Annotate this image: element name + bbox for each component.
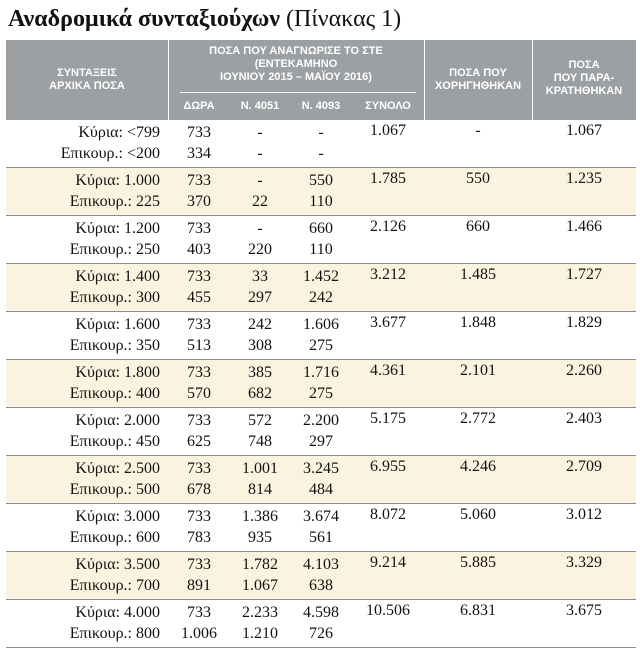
- n4051-cell: 1.001 814: [242, 460, 278, 498]
- dora-cell: 733 625: [187, 412, 211, 450]
- paid-cell: 6.831: [460, 602, 496, 619]
- header-court-group: ΠΟΣΑ ΠΟΥ ΑΝΑΓΝΩΡΙΣΕ ΤΟ ΣΤΕ (ΕΝΤΕΚΑΜΗΝΟ ΙΟΥΝΙΟΥ 2015 – ΜΑΪΟΥ 2016): [209, 45, 383, 83]
- withheld-cell: 1.727: [566, 266, 602, 283]
- pension-label-cell: Κύρια: 3.000 Επικουρ.: 600: [69, 508, 160, 546]
- pension-label-cell: Κύρια: <799 Επικουρ.: <200: [60, 124, 160, 162]
- table-row: [6, 264, 636, 312]
- subheader-n4093: Ν. 4093: [301, 100, 341, 112]
- paid-cell: 2.101: [460, 362, 496, 379]
- paid-cell: 550: [466, 170, 490, 187]
- n4051-cell: 33 297: [248, 268, 272, 306]
- table-row: [6, 456, 636, 504]
- n4051-cell: 1.386 935: [242, 508, 278, 546]
- dora-cell: 733 513: [187, 316, 211, 354]
- dora-cell: 733 891: [187, 556, 211, 594]
- withheld-cell: 1.829: [566, 314, 602, 331]
- withheld-cell: 1.067: [566, 122, 602, 139]
- withheld-cell: 3.329: [566, 554, 602, 571]
- n4093-cell: 1.452 242: [303, 268, 339, 306]
- pension-label-cell: Κύρια: 1.800 Επικουρ.: 400: [69, 364, 160, 402]
- subheader-dora: ΔΩΡΑ: [183, 100, 215, 112]
- n4093-cell: - -: [318, 124, 324, 162]
- synolo-cell: 10.506: [366, 602, 410, 619]
- withheld-cell: 3.675: [566, 602, 602, 619]
- title-main: Αναδρομικά συνταξιούχων: [8, 6, 280, 32]
- paid-cell: 660: [466, 218, 490, 235]
- pension-label-cell: Κύρια: 1.200 Επικουρ.: 250: [69, 220, 160, 258]
- n4051-cell: 1.782 1.067: [242, 556, 278, 594]
- pension-label-cell: Κύρια: 3.500 Επικουρ.: 700: [69, 556, 160, 594]
- header-group-underline: [180, 92, 416, 93]
- header-pensions: ΣΥΝΤΑΞΕΙΣ ΑΡΧΙΚΑ ΠΟΣΑ: [49, 67, 125, 92]
- n4093-cell: 3.245 484: [303, 460, 339, 498]
- subheader-synolo: ΣΥΝΟΛΟ: [365, 100, 411, 112]
- synolo-cell: 1.785: [370, 170, 406, 187]
- n4051-cell: 385 682: [248, 364, 272, 402]
- table-row: [6, 120, 636, 168]
- n4051-cell: 242 308: [248, 316, 272, 354]
- pension-label-cell: Κύρια: 1.000 Επικουρ.: 225: [69, 172, 160, 210]
- subheader-n4051: Ν. 4051: [240, 100, 280, 112]
- table-body: [6, 120, 636, 648]
- synolo-cell: 9.214: [370, 554, 406, 571]
- n4093-cell: 4.103 638: [303, 556, 339, 594]
- n4093-cell: 550 110: [309, 172, 333, 210]
- n4093-cell: 1.606 275: [303, 316, 339, 354]
- table-row: [6, 168, 636, 216]
- header-divider: [532, 40, 533, 120]
- table-row: [6, 504, 636, 552]
- dora-cell: 733 570: [187, 364, 211, 402]
- withheld-cell: 2.709: [566, 458, 602, 475]
- synolo-cell: 2.126: [370, 218, 406, 235]
- dora-cell: 733 455: [187, 268, 211, 306]
- synolo-cell: 3.677: [370, 314, 406, 331]
- synolo-cell: 6.955: [370, 458, 406, 475]
- n4093-cell: 660 110: [309, 220, 333, 258]
- dora-cell: 733 370: [187, 172, 211, 210]
- header-divider: [424, 40, 425, 120]
- withheld-cell: 1.235: [566, 170, 602, 187]
- withheld-cell: 1.466: [566, 218, 602, 235]
- withheld-cell: 2.260: [566, 362, 602, 379]
- paid-cell: -: [475, 122, 481, 139]
- dora-cell: 733 334: [187, 124, 211, 162]
- table-row: [6, 312, 636, 360]
- withheld-cell: 3.012: [566, 506, 602, 523]
- header-paid: ΠΟΣΑ ΠΟΥ ΧΟΡΗΓΗΘΗΚΑΝ: [434, 67, 522, 92]
- dora-cell: 733 678: [187, 460, 211, 498]
- paid-cell: 5.885: [460, 554, 496, 571]
- paid-cell: 2.772: [460, 410, 496, 427]
- n4051-cell: - -: [257, 124, 263, 162]
- table-row: [6, 408, 636, 456]
- dora-cell: 733 783: [187, 508, 211, 546]
- synolo-cell: 5.175: [370, 410, 406, 427]
- pension-label-cell: Κύρια: 2.000 Επικουρ.: 450: [69, 412, 160, 450]
- n4093-cell: 1.716 275: [303, 364, 339, 402]
- n4051-cell: 2.233 1.210: [242, 604, 278, 642]
- table-header: [6, 40, 636, 120]
- table-row: [6, 216, 636, 264]
- synolo-cell: 4.361: [370, 362, 406, 379]
- header-withheld: ΠΟΣΑ ΠΟΥ ΠΑΡΑ- ΚΡΑΤΗΘΗΚΑΝ: [545, 59, 623, 97]
- table-row: [6, 552, 636, 600]
- synolo-cell: 3.212: [370, 266, 406, 283]
- paid-cell: 4.246: [460, 458, 496, 475]
- withheld-cell: 2.403: [566, 410, 602, 427]
- paid-cell: 1.848: [460, 314, 496, 331]
- n4093-cell: 4.598 726: [303, 604, 339, 642]
- pension-label-cell: Κύρια: 2.500 Επικουρ.: 500: [69, 460, 160, 498]
- pensions-table: [6, 120, 636, 648]
- n4093-cell: 2.200 297: [303, 412, 339, 450]
- page-title: [8, 2, 401, 36]
- n4093-cell: 3.674 561: [303, 508, 339, 546]
- table-row: [6, 600, 636, 648]
- synolo-cell: 1.067: [370, 122, 406, 139]
- dora-cell: 733 403: [187, 220, 211, 258]
- pension-label-cell: Κύρια: 4.000 Επικουρ.: 800: [69, 604, 160, 642]
- n4051-cell: - 22: [252, 172, 268, 210]
- pension-label-cell: Κύρια: 1.600 Επικουρ.: 350: [69, 316, 160, 354]
- table-row: [6, 360, 636, 408]
- dora-cell: 733 1.006: [181, 604, 217, 642]
- n4051-cell: - 220: [248, 220, 272, 258]
- title-sub: (Πίνακας 1): [280, 6, 402, 32]
- n4051-cell: 572 748: [248, 412, 272, 450]
- paid-cell: 1.485: [460, 266, 496, 283]
- synolo-cell: 8.072: [370, 506, 406, 523]
- paid-cell: 5.060: [460, 506, 496, 523]
- pension-label-cell: Κύρια: 1.400 Επικουρ.: 300: [69, 268, 160, 306]
